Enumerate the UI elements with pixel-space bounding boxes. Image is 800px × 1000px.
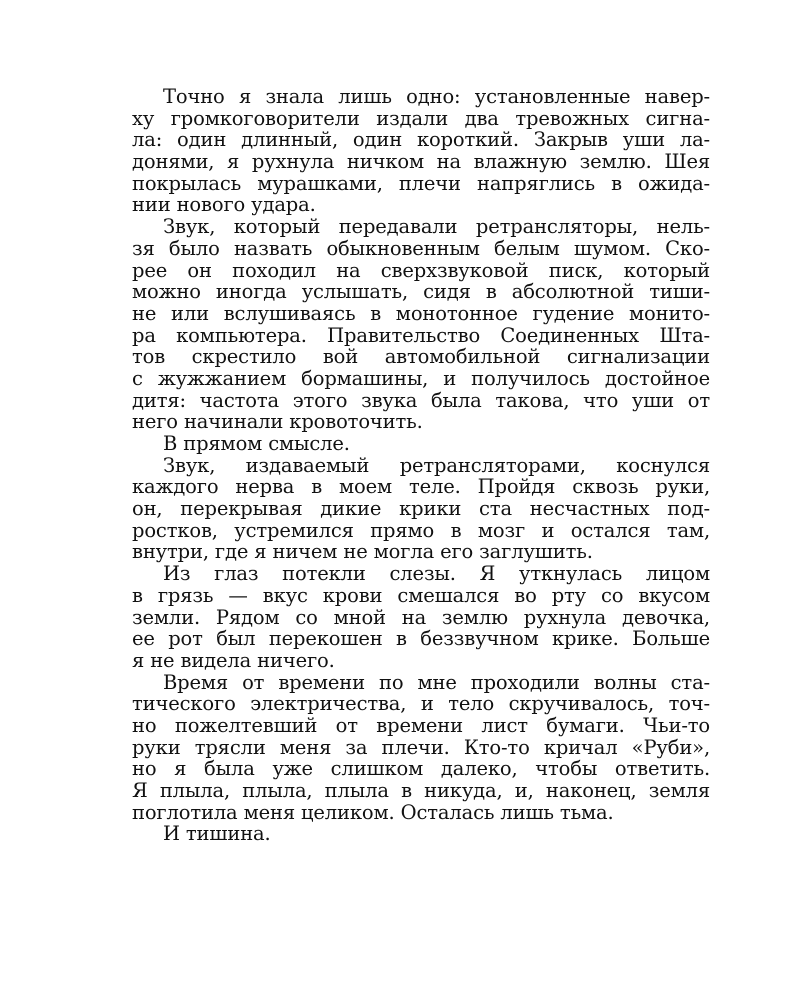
text-line: Точно я знала лишь одно: установленные навер- [163, 85, 710, 108]
paragraph [132, 86, 710, 216]
paragraph [132, 455, 710, 563]
text-line: нии нового удара. [132, 193, 316, 217]
text-line: ла: один длинный, один короткий. Закрыв уши ла- [132, 128, 710, 152]
text-line: ху громкоговорители издали два тревожных сигна- [132, 106, 710, 130]
text-line: него начинали кровоточить. [132, 410, 423, 434]
text-line: можно иногда услышать, сидя в абсолютной тиши- [132, 280, 710, 304]
text-line: В прямом смысле. [163, 432, 350, 455]
text-line: Звук, издаваемый ретрансляторами, коснулся [163, 453, 710, 477]
paragraph [132, 823, 710, 845]
text-line: тического электричества, и тело скручивалось, точ- [132, 692, 710, 716]
text-line: ра компьютера. Правительство Соединенных Шта- [132, 323, 710, 347]
text-line: внутри, где я ничем не могла его заглушить. [132, 540, 593, 564]
text-line: ее рот был перекошен в беззвучном крике. Больше [132, 627, 710, 651]
paragraph [132, 433, 710, 455]
text-line: Время от времени по мне проходили волны ста- [163, 670, 710, 694]
text-line: зя было назвать обыкновенным белым шумом. Ско- [132, 236, 710, 260]
text-line: с жужжанием бормашины, и получилось достойное [132, 366, 710, 390]
text-line: донями, я рухнула ничком на влажную землю. Шея [132, 150, 710, 174]
text-line: И тишина. [163, 822, 271, 846]
text-line: каждого нерва в моем теле. Пройдя сквозь руки, [132, 475, 710, 499]
text-line: но я была уже слишком далеко, чтобы ответить. [132, 757, 710, 781]
text-line: рее он походил на сверхзвуковой писк, который [132, 258, 710, 282]
text-line: он, перекрывая дикие крики ста несчастных под- [132, 497, 710, 521]
text-line: руки трясли меня за плечи. Кто-то кричал «Руби», [132, 735, 710, 759]
text-line: поглотила меня целиком. Осталась лишь тьма. [132, 800, 614, 824]
text-line: дитя: частота этого звука была такова, что уши от [132, 388, 710, 412]
text-line: тов скрестило вой автомобильной сигнализации [132, 345, 710, 369]
text-line: ростков, устремился прямо в мозг и остался там, [132, 518, 710, 542]
paragraph [132, 563, 710, 671]
text-line: но пожелтевший от времени лист бумаги. Чьи-то [132, 713, 710, 737]
text-line: в грязь — вкус крови смешался во рту со вкусом [132, 583, 710, 607]
text-line: не или вслушиваясь в монотонное гудение монито- [132, 301, 710, 325]
text-line: Из глаз потекли слезы. Я уткнулась лицом [163, 562, 710, 586]
paragraph [132, 216, 710, 433]
text-line: земли. Рядом со мной на землю рухнула девочка, [132, 605, 710, 629]
text-line: покрылась мурашками, плечи напряглись в ожида- [132, 171, 710, 195]
text-line: Звук, который передавали ретрансляторы, нель- [163, 215, 710, 239]
text-line: Я плыла, плыла, плыла в никуда, и, наконец, земля [132, 779, 710, 802]
paragraph [132, 672, 710, 824]
page-body [132, 86, 710, 845]
text-line: я не видела ничего. [132, 648, 335, 672]
